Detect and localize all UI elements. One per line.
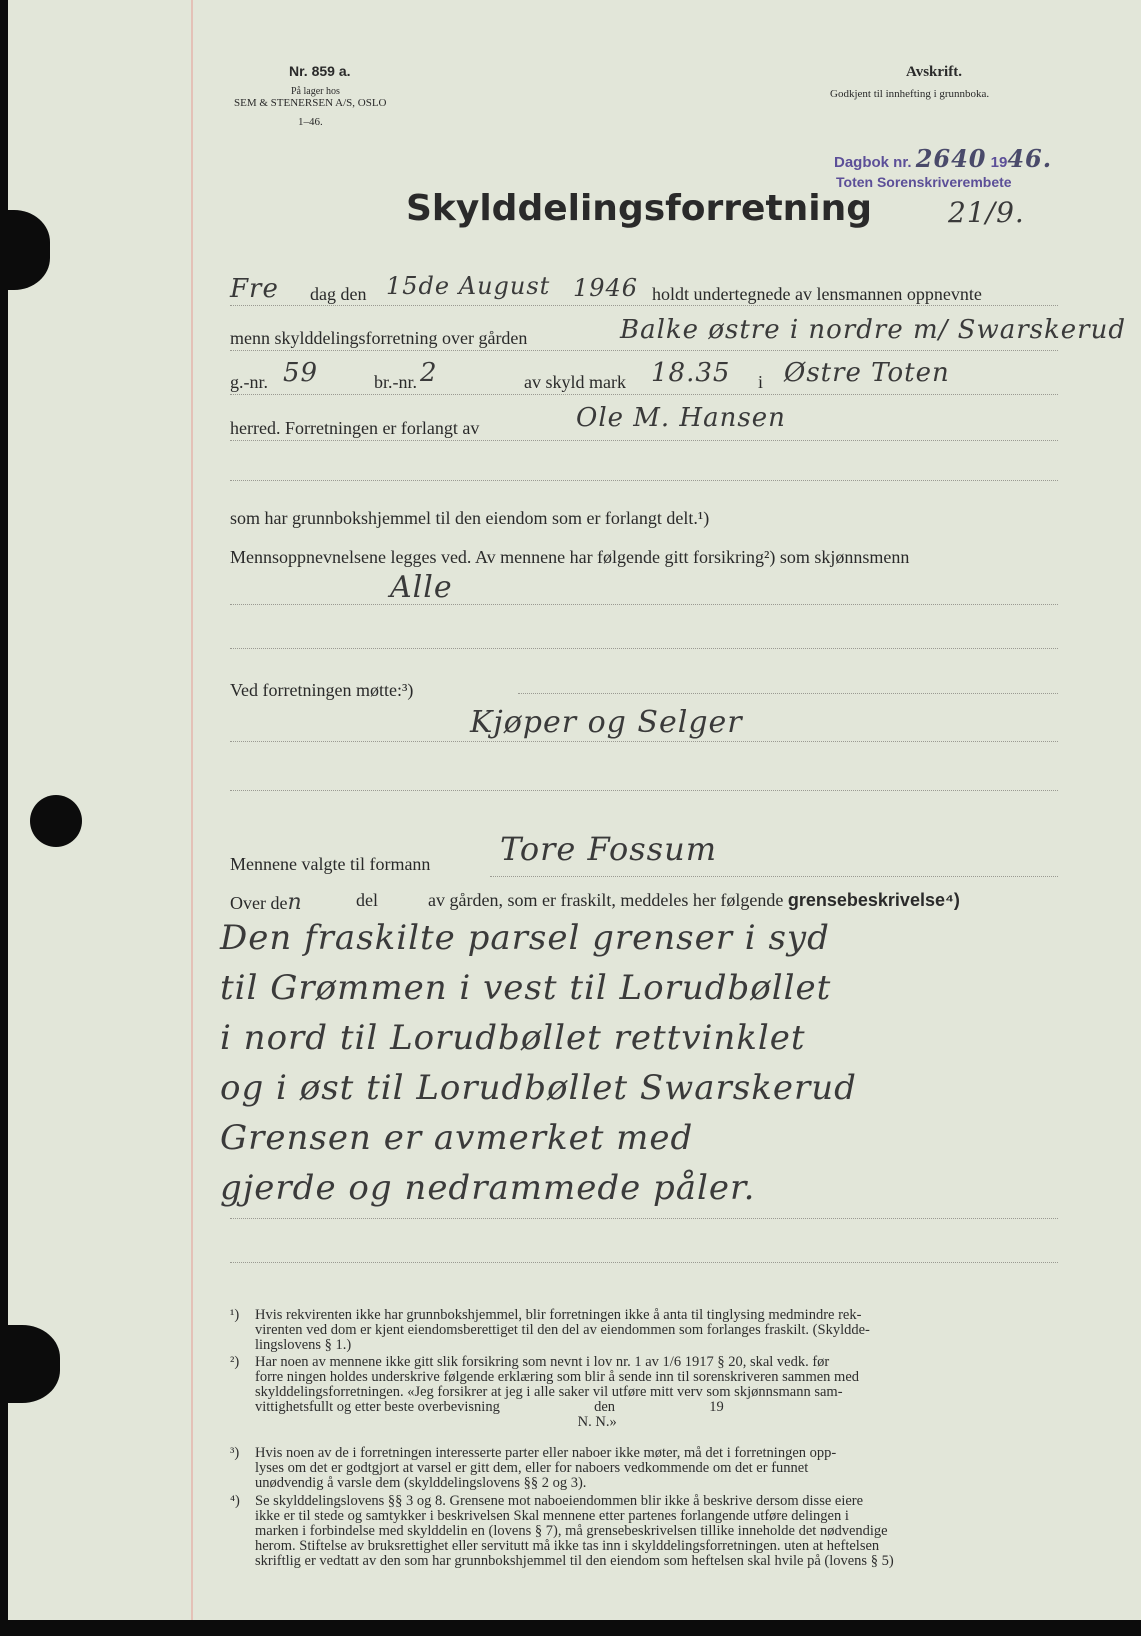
line6: Mennsoppnevnelsene legges ved. Av mennene har følgende gitt forsikring²) som skjønnsmenn [230,547,910,567]
rule-3 [230,394,1058,395]
footnote-4-mark: ⁴) [230,1493,240,1509]
stamp-prefix: Dagbok nr. [834,154,912,171]
copy-note: Godkjent til innhefting i grunnboka. [830,88,990,100]
document-page [8,0,1141,1620]
line9-label [230,890,303,915]
stamp-line-2: Toten Sorenskriverembete [836,174,1012,190]
footnote-1-line-3: lingslovens § 1.) [255,1337,352,1353]
line1-day-label: dag den [310,284,367,304]
footnote-3-line-3: unødvendig å varsle dem (skylddelingslovens §§ 2 og 3). [255,1475,587,1491]
stamp-date: 21/9. [948,196,1025,229]
footnote-2-line-5: N. N.» [255,1414,617,1430]
footnote-3-line-1: Hvis noen av de i forretningen interesserte parter eller naboer ikke møter, må det i forretningen opp- [255,1445,837,1461]
supplier-line-2: SEM & STENERSEN A/S, OSLO [234,97,387,109]
document-title: Skylddelingsforretning [406,188,873,229]
footnote-2-line-1: Har noen av mennene ikke gitt slik forsikring som nevnt i lov nr. 1 av 1/6 1917 § 20, skal vedk. før [255,1354,830,1370]
place-hand: Østre Toten [784,358,950,388]
stamp-year-hand: 46. [1007,144,1053,173]
rule-7 [230,648,1058,649]
rule-9 [230,741,1058,742]
footnote-1-line-2: virenten ved dom er kjent eiendomsberettiget til den del av eiendommen som forlanges fraskilt. (Skyldde- [255,1322,870,1338]
footnote-3-mark: ³) [230,1445,240,1461]
description-line-3: i nord til Lorudbøllet rettvinklet [220,1018,806,1058]
footnote-4-line-3: marken i forbindelse med skylddelin en (lovens § 7), må grensebeskrivelsen tillike inneholde det nødvendige [255,1523,888,1539]
footnote-3 [230,1446,836,1491]
supplier-line-1: På lager hos [291,86,340,97]
stamp-year-printed: 19 [990,154,1008,171]
footnote-4 [230,1494,894,1569]
line8-label: Mennene valgte til formann [230,854,431,874]
farm-hand: Balke østre i nordre m/ Swarskerud [620,315,1126,345]
line9-hand: n [287,890,303,915]
bnr-hand: 2 [420,358,438,388]
rule-4 [230,440,1058,441]
line1-rest: holdt undertegnede av lensmannen oppnevnte [652,284,982,304]
date-hand: 15de August [386,272,551,300]
skyld-hand: 18.35 [651,358,731,388]
description-line-4: og i øst til Lorudbøllet Swarskerud [220,1068,857,1108]
footnote-1 [230,1308,870,1353]
rule-11 [490,876,1058,877]
chairman-hand: Tore Fossum [500,830,718,868]
rule-10 [230,790,1058,791]
weekday-hand: Fre [230,274,279,304]
rule-1 [230,305,1058,306]
gnr-hand: 59 [283,358,319,388]
stamp-number: 2640 [915,144,987,173]
rule-13 [230,1262,1058,1263]
binder-hole-middle [30,795,82,847]
rule-5 [230,480,1058,481]
attendees-hand: Kjøper og Selger [470,705,743,740]
footnote-4-line-4: herom. Stiftelse av bruksrettighet eller servitutt må ikke tas inn i skylddelingsforretningen. uten at heftelsen [255,1538,880,1554]
line2-label: menn skylddelingsforretning over gården [230,328,528,348]
i-label: i [758,372,764,392]
line9-bold: grensebeskrivelse⁴) [787,890,960,910]
footnote-2-line-3: skylddelingsforretningen. «Jeg forsikrer at jeg i alle saker vil utføre mitt verv som skjønnsmann sam- [255,1384,843,1400]
description-line-2: til Grømmen i vest til Lorudbøllet [220,968,832,1008]
line5: som har grunnbokshjemmel til den eiendom som er forlangt delt.¹) [230,508,710,528]
binder-hole-bottom [0,1325,60,1403]
line4-label: herred. Forretningen er forlangt av [230,418,480,438]
footnote-3-line-2: lyses om det er godtgjort at varsel er gitt dem, eller for naboers vedkommende om det er funnet [255,1460,809,1476]
footnote-2-line-2: forre ningen holdes underskrive følgende erklæring som blir å sende inn til sorenskriveren sammen med [255,1369,860,1385]
line7-label: Ved forretningen møtte:³) [230,680,414,700]
skyld-label: av skyld mark [524,372,626,392]
rule-8 [518,693,1058,694]
line9-rest [428,890,960,911]
rule-2 [230,350,1058,351]
description-line-1: Den fraskilte parsel grenser i syd [220,918,830,958]
line9-text: av gården, som er fraskilt, meddeles her følgende [428,890,784,910]
requester-hand: Ole M. Hansen [576,403,786,433]
copy-label: Avskrift. [906,64,962,80]
description-line-5: Grensen er avmerket med [220,1118,694,1158]
footnote-4-line-5: skriftlig er vedtatt av den som har grunnbokshjemmel til den eiendom som heftelsen skal hvile på (lovens § 5) [255,1553,894,1569]
footnote-1-mark: ¹) [230,1307,240,1323]
appraisers-hand: Alle [390,570,453,605]
footnote-4-line-2: ikke er til stede og samtykker i beskrivelsen Skal mennene etter partenes forlangende utføre delingen i [255,1508,849,1524]
line9-del: del [356,890,378,910]
year-hand: 1946 [573,274,639,302]
footnote-2-line-4: vittighetsfullt og etter beste overbevisning den 19 [255,1399,724,1415]
bnr-label: br.-nr. [374,372,417,392]
footnote-2 [230,1355,859,1430]
footnote-2-mark: ²) [230,1354,240,1370]
footnote-4-line-1: Se skylddelingslovens §§ 3 og 8. Grensene mot naboeiendommen blir ikke å beskrive dersom disse eiere [255,1493,864,1509]
edition: 1–46. [298,116,323,128]
margin-line [191,0,193,1620]
rule-12 [230,1218,1058,1219]
gnr-label: g.-nr. [230,372,268,392]
line9-over: Over de [230,893,288,913]
rule-6 [230,604,1058,605]
footnote-1-line-1: Hvis rekvirenten ikke har grunnbokshjemmel, blir forretningen ikke å anta til tinglysing medmindre rek- [255,1307,862,1323]
stamp-line-1 [834,144,1052,173]
description-line-6: gjerde og nedrammede påler. [220,1168,756,1208]
form-number: Nr. 859 a. [289,63,351,79]
